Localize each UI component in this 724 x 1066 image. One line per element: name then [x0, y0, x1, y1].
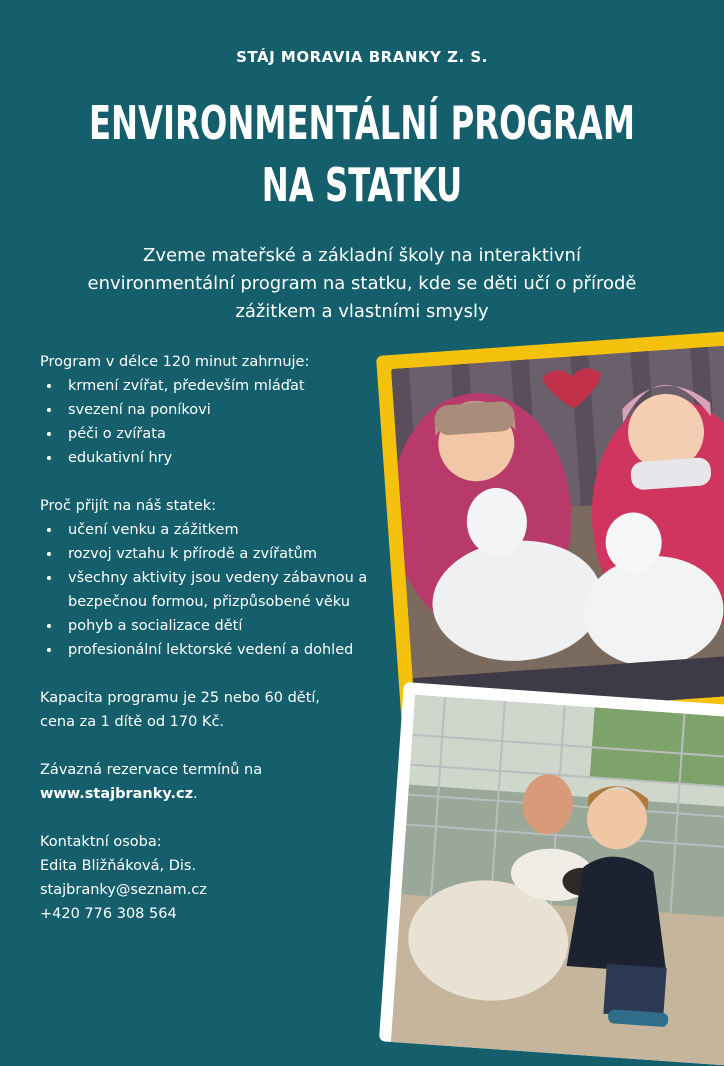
why-heading: Proč přijít na náš statek: — [40, 498, 217, 514]
intro-line-3: zážitkem a vlastními smysly — [235, 301, 489, 322]
reservation-line: Závazná rezervace termínů na — [40, 762, 263, 778]
photo-children-goats-frame — [376, 330, 724, 733]
list-item: • svezení na poníkovi — [62, 398, 375, 422]
page-title — [80, 92, 645, 216]
reservation-info — [40, 758, 375, 806]
capacity-info — [40, 686, 375, 734]
intro-line-2: environmentální program na statku, kde se děti učí o přírodě — [87, 273, 637, 294]
list-item: • krmení zvířat, především mláďat — [62, 374, 375, 398]
website-link[interactable]: www.stajbranky.cz — [40, 786, 194, 802]
contact-heading: Kontaktní osoba: — [40, 834, 162, 850]
content-column — [40, 350, 375, 950]
list-item: • rozvoj vztahu k přírodě a zvířatům — [62, 542, 375, 566]
photo-boy-sheep — [391, 695, 724, 1066]
reservation-website-line — [40, 782, 375, 806]
list-item: • edukativní hry — [62, 446, 375, 470]
list-item: • profesionální lektorské vedení a dohled — [62, 638, 375, 662]
capacity-line-1: Kapacita programu je 25 nebo 60 dětí, — [40, 690, 321, 706]
intro-line-1: Zveme mateřské a základní školy na interaktivní — [143, 245, 581, 266]
title-line-1: ENVIRONMENTÁLNÍ PROGRAM — [88, 96, 636, 150]
photo-boy-sheep-frame — [379, 682, 724, 1066]
why-list — [40, 518, 375, 662]
list-item: • všechny aktivity jsou vedeny zábavnou a bezpečnou formou, přizpůsobené věku — [62, 566, 375, 614]
contact-info — [40, 830, 375, 926]
capacity-line-2: cena za 1 dítě od 170 Kč. — [40, 714, 225, 730]
list-item: • pohyb a socializace dětí — [62, 614, 375, 638]
photo-children-goats — [391, 345, 724, 718]
organization-name: STÁJ MORAVIA BRANKY Z. S. — [236, 48, 488, 66]
contact-phone[interactable]: +420 776 308 564 — [40, 906, 177, 922]
website-suffix: . — [193, 786, 198, 802]
list-item: • péči o zvířata — [62, 422, 375, 446]
program-heading: Program v délce 120 minut zahrnuje: — [40, 354, 310, 370]
contact-name: Edita Bližňáková, Dis. — [40, 858, 197, 874]
program-list — [40, 374, 375, 470]
intro-text — [60, 242, 664, 326]
title-line-2: NA STATKU — [261, 158, 463, 212]
list-item: • učení venku a zážitkem — [62, 518, 375, 542]
contact-email[interactable]: stajbranky@seznam.cz — [40, 882, 207, 898]
